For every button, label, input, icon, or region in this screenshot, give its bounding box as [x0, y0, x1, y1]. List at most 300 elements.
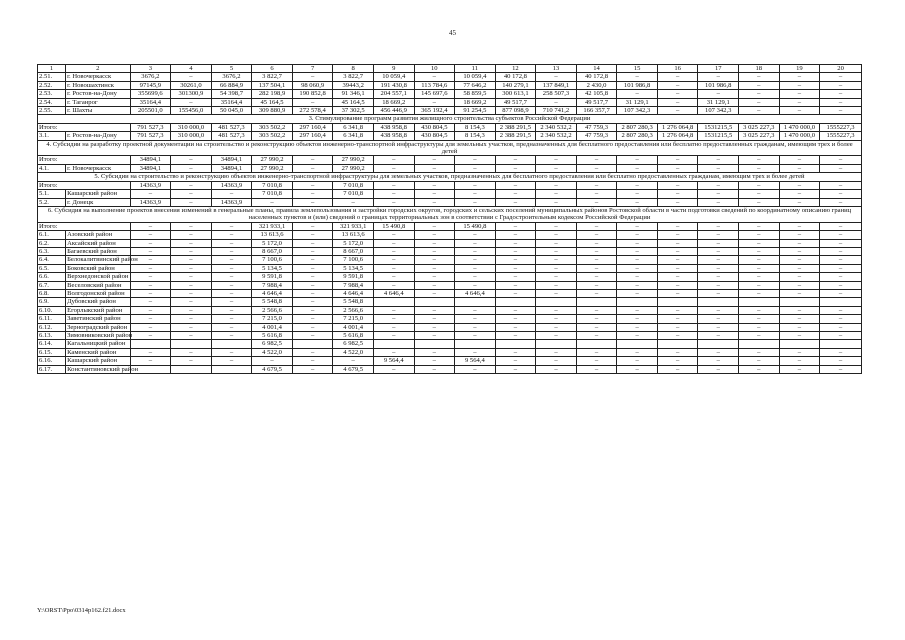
value-cell: – [820, 348, 862, 356]
value-cell: 49 517,7 [576, 98, 617, 106]
value-cell: – [698, 239, 739, 247]
value-cell: – [657, 357, 698, 365]
value-cell: – [130, 222, 171, 230]
value-cell: 4 001,4 [333, 323, 374, 331]
value-cell: 7 010,8 [252, 190, 293, 198]
value-cell: – [657, 264, 698, 272]
column-number: 1 [38, 65, 66, 73]
column-number: 9 [373, 65, 414, 73]
column-number: 8 [333, 65, 374, 73]
value-cell: – [698, 198, 739, 206]
value-cell: 15 490,8 [373, 222, 414, 230]
value-cell: – [292, 348, 333, 356]
value-cell [130, 340, 171, 348]
value-cell: – [455, 190, 496, 198]
value-cell: – [171, 181, 212, 189]
value-cell [657, 340, 698, 348]
table-row [38, 81, 862, 89]
value-cell: – [130, 348, 171, 356]
value-cell: – [455, 256, 496, 264]
row-number: 5.2. [38, 198, 66, 206]
value-cell: – [576, 365, 617, 373]
value-cell: 47 759,3 [576, 123, 617, 131]
value-cell: 205501,0 [130, 107, 171, 115]
value-cell: 140 279,1 [495, 81, 536, 89]
value-cell: – [657, 306, 698, 314]
value-cell: 710 741,2 [536, 107, 577, 115]
value-cell: – [820, 90, 862, 98]
table-row [38, 247, 862, 255]
value-cell: – [455, 247, 496, 255]
value-cell: 3 025 227,3 [739, 132, 780, 140]
value-cell: 54 398,7 [211, 90, 252, 98]
value-cell: 7 100,6 [333, 256, 374, 264]
value-cell: – [414, 273, 455, 281]
value-cell: – [171, 315, 212, 323]
value-cell: – [739, 273, 780, 281]
value-cell: 9 591,8 [252, 273, 293, 281]
value-cell: 8 667,0 [333, 247, 374, 255]
table-row [38, 273, 862, 281]
value-cell: – [739, 315, 780, 323]
value-cell: – [495, 289, 536, 297]
value-cell: – [455, 156, 496, 164]
value-cell: 4 646,4 [333, 289, 374, 297]
value-cell: 791 527,3 [130, 132, 171, 140]
value-cell: – [576, 164, 617, 172]
value-cell: – [779, 164, 820, 172]
value-cell: 7 988,4 [333, 281, 374, 289]
value-cell: – [373, 332, 414, 340]
value-cell: – [657, 365, 698, 373]
value-cell: – [211, 306, 252, 314]
value-cell: – [373, 190, 414, 198]
table-row [38, 239, 862, 247]
value-cell: – [779, 323, 820, 331]
value-cell: – [698, 247, 739, 255]
value-cell: – [536, 239, 577, 247]
table-row [38, 323, 862, 331]
municipality-name: г. Новошахтинск [66, 81, 131, 89]
value-cell: 2 566,6 [252, 306, 293, 314]
value-cell: – [130, 256, 171, 264]
value-cell: – [576, 264, 617, 272]
value-cell: – [820, 98, 862, 106]
value-cell: – [576, 222, 617, 230]
table-row [38, 198, 862, 206]
value-cell: – [333, 198, 374, 206]
value-cell: – [292, 357, 333, 365]
value-cell: – [373, 273, 414, 281]
value-cell: – [820, 239, 862, 247]
value-cell: – [698, 222, 739, 230]
value-cell: – [779, 222, 820, 230]
row-number: 6.15. [38, 348, 66, 356]
value-cell: – [130, 289, 171, 297]
value-cell: – [536, 231, 577, 239]
municipality-name: г. Ростов-на-Дону [66, 132, 131, 140]
value-cell: – [739, 348, 780, 356]
value-cell: – [698, 357, 739, 365]
value-cell: 301300,9 [171, 90, 212, 98]
table-row [38, 365, 862, 373]
value-cell: – [536, 164, 577, 172]
total-label: Итого: [38, 156, 131, 164]
value-cell: – [779, 357, 820, 365]
value-cell: – [171, 256, 212, 264]
value-cell: 14363,9 [211, 181, 252, 189]
value-cell: 7 010,8 [252, 181, 293, 189]
column-number: 13 [536, 65, 577, 73]
value-cell: – [779, 231, 820, 239]
value-cell: – [820, 273, 862, 281]
value-cell: – [779, 348, 820, 356]
value-cell: – [536, 156, 577, 164]
value-cell: – [171, 298, 212, 306]
value-cell: – [495, 332, 536, 340]
value-cell: – [657, 90, 698, 98]
column-number: 6 [252, 65, 293, 73]
value-cell: 5 548,8 [252, 298, 293, 306]
value-cell: 297 160,4 [292, 123, 333, 131]
value-cell: – [414, 156, 455, 164]
value-cell: 6 341,8 [333, 123, 374, 131]
row-number: 6.14. [38, 340, 66, 348]
value-cell [779, 340, 820, 348]
municipality-name: г. Новочеркасск [66, 164, 131, 172]
value-cell: – [373, 198, 414, 206]
value-cell: – [130, 239, 171, 247]
value-cell: – [657, 190, 698, 198]
value-cell: 35164,4 [211, 98, 252, 106]
value-cell: 98 060,9 [292, 81, 333, 89]
row-number: 6.12. [38, 323, 66, 331]
value-cell: – [292, 181, 333, 189]
value-cell: 5 134,5 [252, 264, 293, 272]
value-cell: 5 616,8 [333, 332, 374, 340]
table-row [38, 357, 862, 365]
value-cell: 4 001,4 [252, 323, 293, 331]
value-cell: 6 982,5 [333, 340, 374, 348]
value-cell: 166 357,7 [576, 107, 617, 115]
table-row [38, 348, 862, 356]
value-cell: – [373, 231, 414, 239]
value-cell: – [536, 323, 577, 331]
value-cell [576, 340, 617, 348]
value-cell: 272 578,4 [292, 107, 333, 115]
value-cell: – [130, 315, 171, 323]
value-cell: – [657, 73, 698, 81]
value-cell: – [698, 348, 739, 356]
value-cell: – [292, 365, 333, 373]
column-number: 2 [66, 65, 131, 73]
value-cell [820, 340, 862, 348]
value-cell: – [657, 247, 698, 255]
value-cell: – [171, 264, 212, 272]
value-cell: 7 988,4 [252, 281, 293, 289]
value-cell: – [657, 239, 698, 247]
municipality-name: Волгодонской район [66, 289, 131, 297]
row-number: 6.17. [38, 365, 66, 373]
municipality-name: Багаевский район [66, 247, 131, 255]
value-cell: – [130, 264, 171, 272]
municipality-name: Зимовниковский район [67, 332, 133, 339]
row-number: 6.11. [38, 315, 66, 323]
value-cell: – [617, 357, 658, 365]
section-heading-row [38, 173, 862, 181]
value-cell: 31 129,1 [617, 98, 658, 106]
value-cell: – [617, 164, 658, 172]
value-cell: 39443,2 [333, 81, 374, 89]
value-cell: 34894,1 [130, 156, 171, 164]
column-number: 7 [292, 65, 333, 73]
value-cell: – [779, 332, 820, 340]
value-cell: – [373, 315, 414, 323]
value-cell: – [657, 273, 698, 281]
municipality-name: Каменский район [66, 348, 131, 356]
value-cell: 5 548,8 [333, 298, 374, 306]
value-cell: – [657, 98, 698, 106]
value-cell: – [779, 81, 820, 89]
value-cell: 297 160,4 [292, 132, 333, 140]
value-cell: – [536, 357, 577, 365]
value-cell: – [779, 264, 820, 272]
value-cell: – [576, 357, 617, 365]
value-cell: 34894,1 [211, 164, 252, 172]
value-cell: – [414, 256, 455, 264]
total-label: Итого: [38, 222, 131, 230]
municipality-name: Егорлыкский район [66, 306, 131, 314]
value-cell: – [211, 289, 252, 297]
value-cell: – [292, 273, 333, 281]
value-cell: – [657, 231, 698, 239]
value-cell: – [292, 231, 333, 239]
municipality-name: Аксайский район [66, 239, 131, 247]
value-cell: – [171, 323, 212, 331]
value-cell: – [171, 289, 212, 297]
value-cell: – [739, 306, 780, 314]
value-cell: – [373, 306, 414, 314]
value-cell: – [292, 98, 333, 106]
total-row [38, 181, 862, 189]
table-row [38, 298, 862, 306]
municipality-name: Боковский район [66, 264, 131, 272]
municipality-name: Дубовский район [66, 298, 131, 306]
value-cell: – [698, 315, 739, 323]
value-cell: – [617, 306, 658, 314]
value-cell: 113 784,6 [414, 81, 455, 89]
value-cell: 18 669,2 [455, 98, 496, 106]
value-cell: – [617, 365, 658, 373]
value-cell: 877 098,9 [495, 107, 536, 115]
value-cell: – [657, 256, 698, 264]
value-cell: – [211, 348, 252, 356]
value-cell: 47 759,3 [576, 132, 617, 140]
value-cell: – [657, 198, 698, 206]
value-cell: – [576, 315, 617, 323]
row-number: 6.6. [38, 273, 66, 281]
value-cell: – [698, 90, 739, 98]
value-cell: 7 215,0 [333, 315, 374, 323]
value-cell: – [779, 98, 820, 106]
value-cell: 27 990,2 [333, 164, 374, 172]
total-row [38, 156, 862, 164]
municipality-name: г. Донецк [66, 198, 131, 206]
value-cell: 190 852,8 [292, 90, 333, 98]
value-cell: – [739, 222, 780, 230]
value-cell: – [171, 222, 212, 230]
table-row [38, 264, 862, 272]
municipality-name: Константиновский район [67, 365, 139, 373]
value-cell: 1555227,3 [820, 132, 862, 140]
value-cell: – [576, 332, 617, 340]
value-cell: – [495, 164, 536, 172]
value-cell: – [820, 247, 862, 255]
value-cell: – [576, 256, 617, 264]
value-cell: – [130, 332, 171, 340]
row-number: 2.54. [38, 98, 66, 106]
value-cell: 3676,2 [130, 73, 171, 81]
value-cell: 137 504,1 [252, 81, 293, 89]
value-cell: 303 502,2 [252, 123, 293, 131]
value-cell: 310 000,0 [171, 132, 212, 140]
value-cell: – [455, 231, 496, 239]
value-cell: – [617, 315, 658, 323]
value-cell [373, 298, 414, 306]
value-cell: – [211, 239, 252, 247]
value-cell: – [779, 190, 820, 198]
row-number: 6.13. [38, 332, 66, 340]
value-cell: 430 804,5 [414, 132, 455, 140]
value-cell: – [495, 323, 536, 331]
value-cell: – [171, 332, 212, 340]
value-cell: – [211, 256, 252, 264]
municipality-name: Зерноградский район [66, 323, 131, 331]
value-cell: – [495, 156, 536, 164]
value-cell: – [292, 264, 333, 272]
total-label: Итого: [38, 181, 131, 189]
value-cell [495, 340, 536, 348]
column-number-row [38, 65, 862, 73]
row-number: 4.1. [38, 164, 66, 172]
value-cell: – [455, 273, 496, 281]
value-cell: – [414, 181, 455, 189]
value-cell: 31 129,1 [698, 98, 739, 106]
value-cell: – [495, 256, 536, 264]
value-cell [414, 298, 455, 306]
value-cell: 303 502,2 [252, 132, 293, 140]
value-cell: – [698, 181, 739, 189]
value-cell: – [171, 239, 212, 247]
value-cell: – [455, 164, 496, 172]
value-cell: 7 010,8 [333, 190, 374, 198]
column-number: 4 [171, 65, 212, 73]
value-cell: – [820, 256, 862, 264]
value-cell: – [820, 231, 862, 239]
value-cell: – [739, 231, 780, 239]
value-cell: – [495, 239, 536, 247]
value-cell: 14363,9 [211, 198, 252, 206]
value-cell: – [536, 181, 577, 189]
value-cell: – [739, 247, 780, 255]
value-cell: – [414, 348, 455, 356]
value-cell: – [536, 315, 577, 323]
value-cell: 15 490,8 [455, 222, 496, 230]
value-cell [455, 340, 496, 348]
value-cell: 2 430,0 [576, 81, 617, 89]
value-cell: – [455, 315, 496, 323]
value-cell: 18 669,2 [373, 98, 414, 106]
value-cell: – [617, 256, 658, 264]
value-cell: – [779, 256, 820, 264]
value-cell: – [779, 365, 820, 373]
value-cell: – [779, 315, 820, 323]
value-cell: – [739, 256, 780, 264]
value-cell: – [130, 357, 171, 365]
value-cell: – [495, 247, 536, 255]
value-cell: – [373, 365, 414, 373]
value-cell: 3 822,7 [252, 73, 293, 81]
value-cell: – [698, 306, 739, 314]
value-cell: – [617, 247, 658, 255]
budget-table [37, 64, 862, 374]
value-cell: – [536, 73, 577, 81]
value-cell: – [779, 90, 820, 98]
value-cell: – [373, 256, 414, 264]
value-cell: – [292, 289, 333, 297]
value-cell: 1 470 000,0 [779, 132, 820, 140]
value-cell: – [211, 231, 252, 239]
value-cell: – [739, 365, 780, 373]
value-cell: 91 346,1 [333, 90, 374, 98]
value-cell: – [211, 247, 252, 255]
municipality-name: Верхнедонской район [67, 273, 129, 281]
value-cell: – [779, 239, 820, 247]
value-cell: – [820, 190, 862, 198]
value-cell: – [171, 156, 212, 164]
value-cell: – [739, 289, 780, 297]
value-cell: 430 804,5 [414, 123, 455, 131]
value-cell: 282 198,9 [252, 90, 293, 98]
municipality-name: г. Шахты [66, 107, 131, 115]
value-cell: – [455, 306, 496, 314]
value-cell: – [820, 264, 862, 272]
value-cell: – [292, 156, 333, 164]
section-heading-row [38, 115, 862, 123]
value-cell: – [739, 323, 780, 331]
table-row [38, 190, 862, 198]
column-number: 18 [739, 65, 780, 73]
value-cell: – [698, 365, 739, 373]
row-number: 6.9. [38, 298, 66, 306]
value-cell: – [130, 247, 171, 255]
value-cell: – [211, 332, 252, 340]
value-cell: 258 507,3 [536, 90, 577, 98]
table-row [38, 90, 862, 98]
value-cell: – [373, 281, 414, 289]
value-cell: – [657, 315, 698, 323]
value-cell: – [495, 306, 536, 314]
value-cell: 9 591,8 [333, 273, 374, 281]
value-cell: 137 849,1 [536, 81, 577, 89]
value-cell: – [779, 281, 820, 289]
value-cell [211, 365, 252, 373]
table-row [38, 98, 862, 106]
value-cell: – [739, 181, 780, 189]
row-number: 6.8. [38, 289, 66, 297]
row-number: 6.10. [38, 306, 66, 314]
row-number: 6.3. [38, 247, 66, 255]
